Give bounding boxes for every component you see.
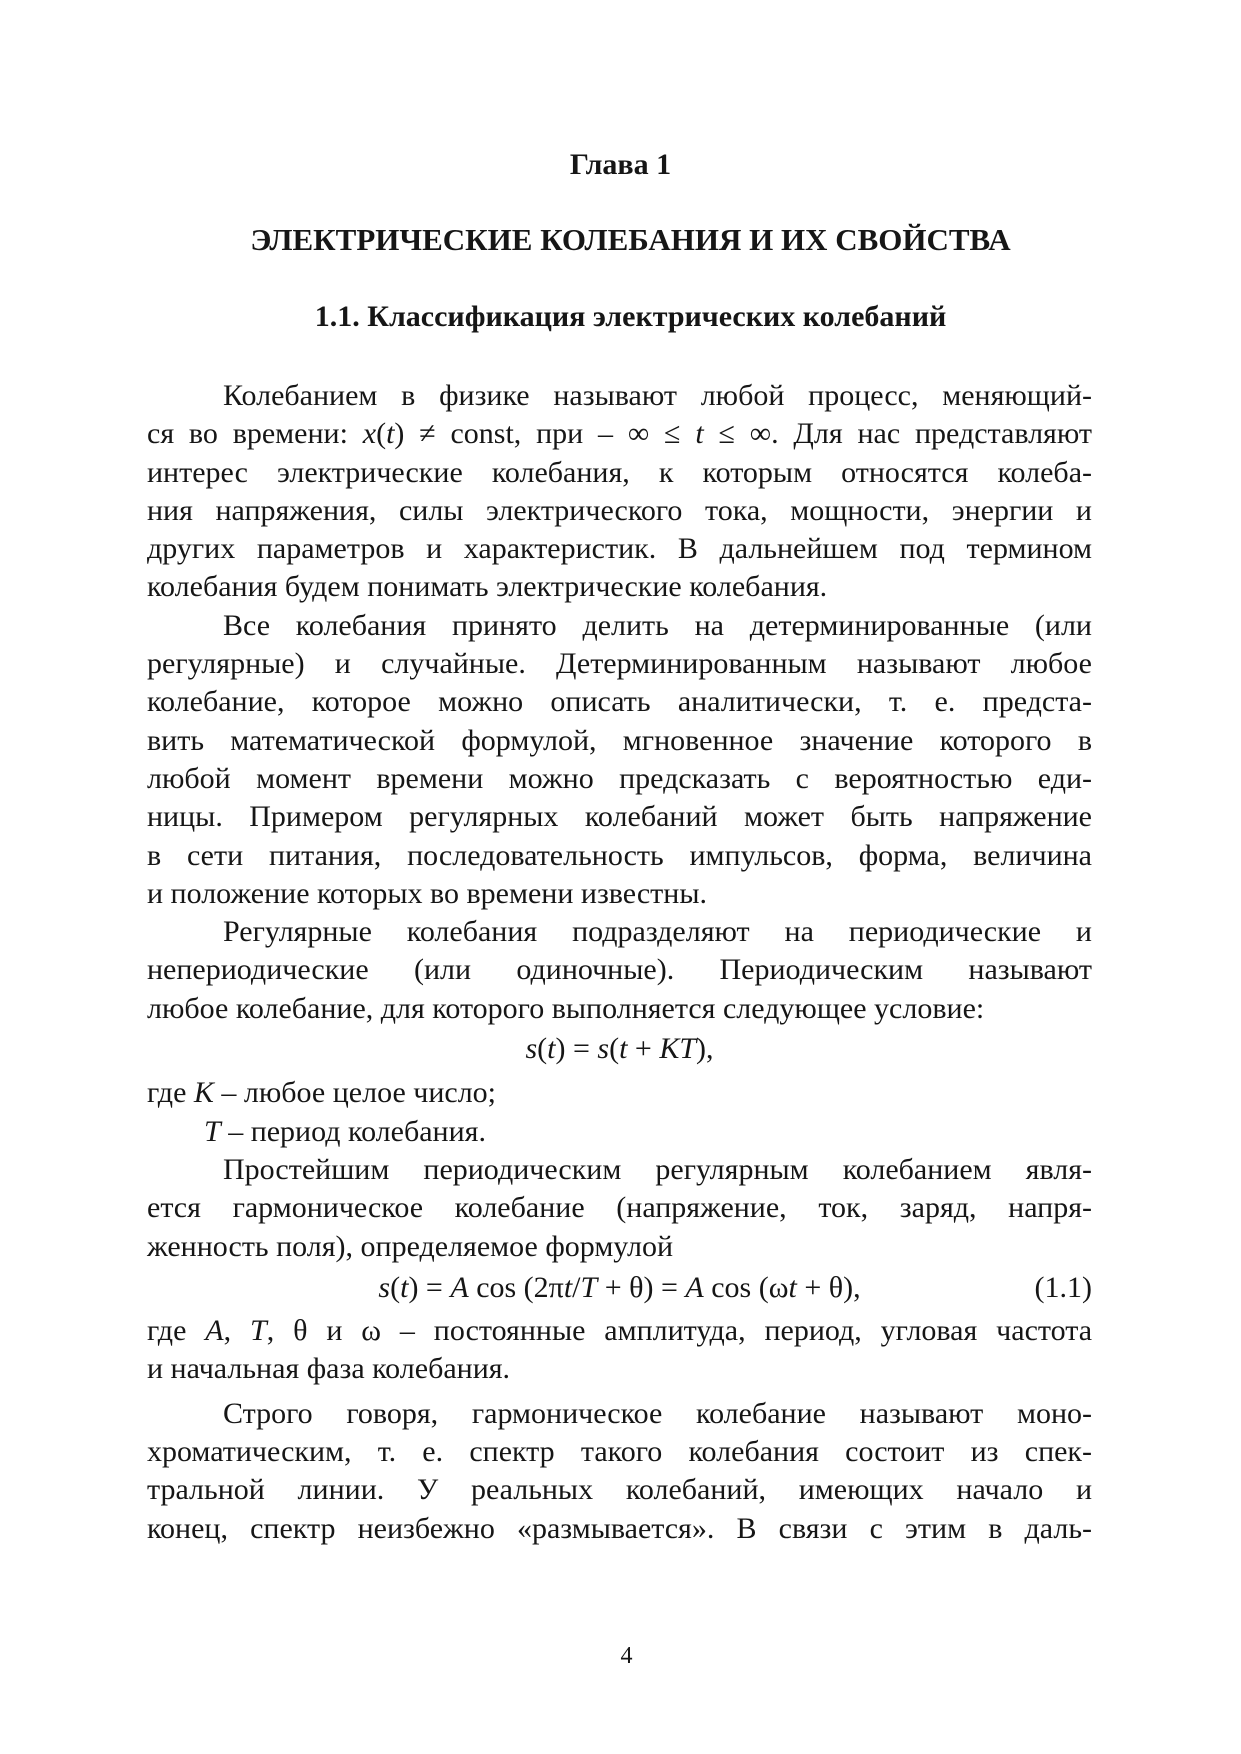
section-title: 1.1. Классификация электрических колебаний (314, 300, 947, 333)
p4-line-1: Простейшим периодическим регулярным колебанием явля- (223, 1152, 1092, 1186)
p4-line-3: женность поля), определяемое формулой (147, 1229, 674, 1263)
p4-line-2: ется гармоническое колебание (напряжение, ток, заряд, напря- (147, 1191, 1092, 1225)
p5-line-1: Строго говоря, гармоническое колебание называют моно- (223, 1396, 1092, 1430)
p1-line-4: ния напряжения, силы электрического тока, мощности, энергии и (147, 493, 1092, 527)
where-params-line-1: где A, T, θ и ω – постоянные амплитуда, период, угловая частота (147, 1314, 1093, 1348)
p1-line-5: других параметров и характеристик. В дальнейшем под термином (147, 532, 1092, 566)
p2-line-1: Все колебания принято делить на детерминированные (или (223, 608, 1092, 642)
where-t: T – период колебания. (204, 1114, 486, 1148)
body-text (147, 377, 1092, 1548)
p3-line-1: Регулярные колебания подразделяют на периодические и (223, 915, 1092, 949)
p2-line-6: ницы. Примером регулярных колебаний может быть напряжение (147, 800, 1092, 834)
p3-line-3: любое колебание, для которого выполняется следующее условие: (147, 991, 985, 1025)
p2-line-2: регулярные) и случайные. Детерминированным называют любое (147, 647, 1092, 681)
where-k: где K – любое целое число; (147, 1076, 497, 1110)
p5-line-3: тральной линии. У реальных колебаний, имеющих начало и (147, 1473, 1092, 1507)
p5-line-2: хроматическим, т. е. спектр такого колебания состоит из спек- (147, 1435, 1092, 1469)
p1-line-6: колебания будем понимать электрические колебания. (147, 570, 828, 604)
equation-harmonic-body: s(t) = A cos (2πt/T + θ) = A cos (ωt + θ), (378, 1270, 861, 1304)
p5-line-4: конец, спектр неизбежно «размывается». В связи с этим в даль- (147, 1511, 1092, 1545)
p2-line-3: колебание, которое можно описать аналитически, т. е. предста- (147, 685, 1092, 719)
p1-line-1: Колебанием в физике называют любой процесс, меняющий- (223, 379, 1092, 412)
p3-line-2: непериодические (или одиночные). Периодическим называют (147, 953, 1092, 987)
equation-periodic: s(t) = s(t + KT), (525, 1032, 714, 1066)
p1-line-2: ся во времени: x(t) ≠ const, при – ∞ ≤ t ≤ ∞. Для нас представляют (147, 417, 1092, 451)
chapter-title: ЭЛЕКТРИЧЕСКИЕ КОЛЕБАНИЯ И ИХ СВОЙСТВА (250, 222, 1011, 257)
p1-line-3: интерес электрические колебания, к которым относятся колеба- (147, 455, 1092, 489)
p2-line-7: в сети питания, последовательность импульсов, форма, величина (147, 838, 1092, 872)
p2-line-4: вить математической формулой, мгновенное значение которого в (147, 723, 1092, 757)
equation-harmonic (147, 1269, 1092, 1307)
page-number: 4 (620, 1643, 633, 1669)
p2-line-5: любой момент времени можно предсказать с вероятностью еди- (147, 761, 1092, 795)
p2-line-8: и положение которых во времени известны. (147, 876, 707, 910)
where-params-line-2: и начальная фаза колебания. (147, 1352, 511, 1386)
chapter-label: Глава 1 (569, 148, 672, 181)
equation-number: (1.1) (1034, 1270, 1092, 1304)
